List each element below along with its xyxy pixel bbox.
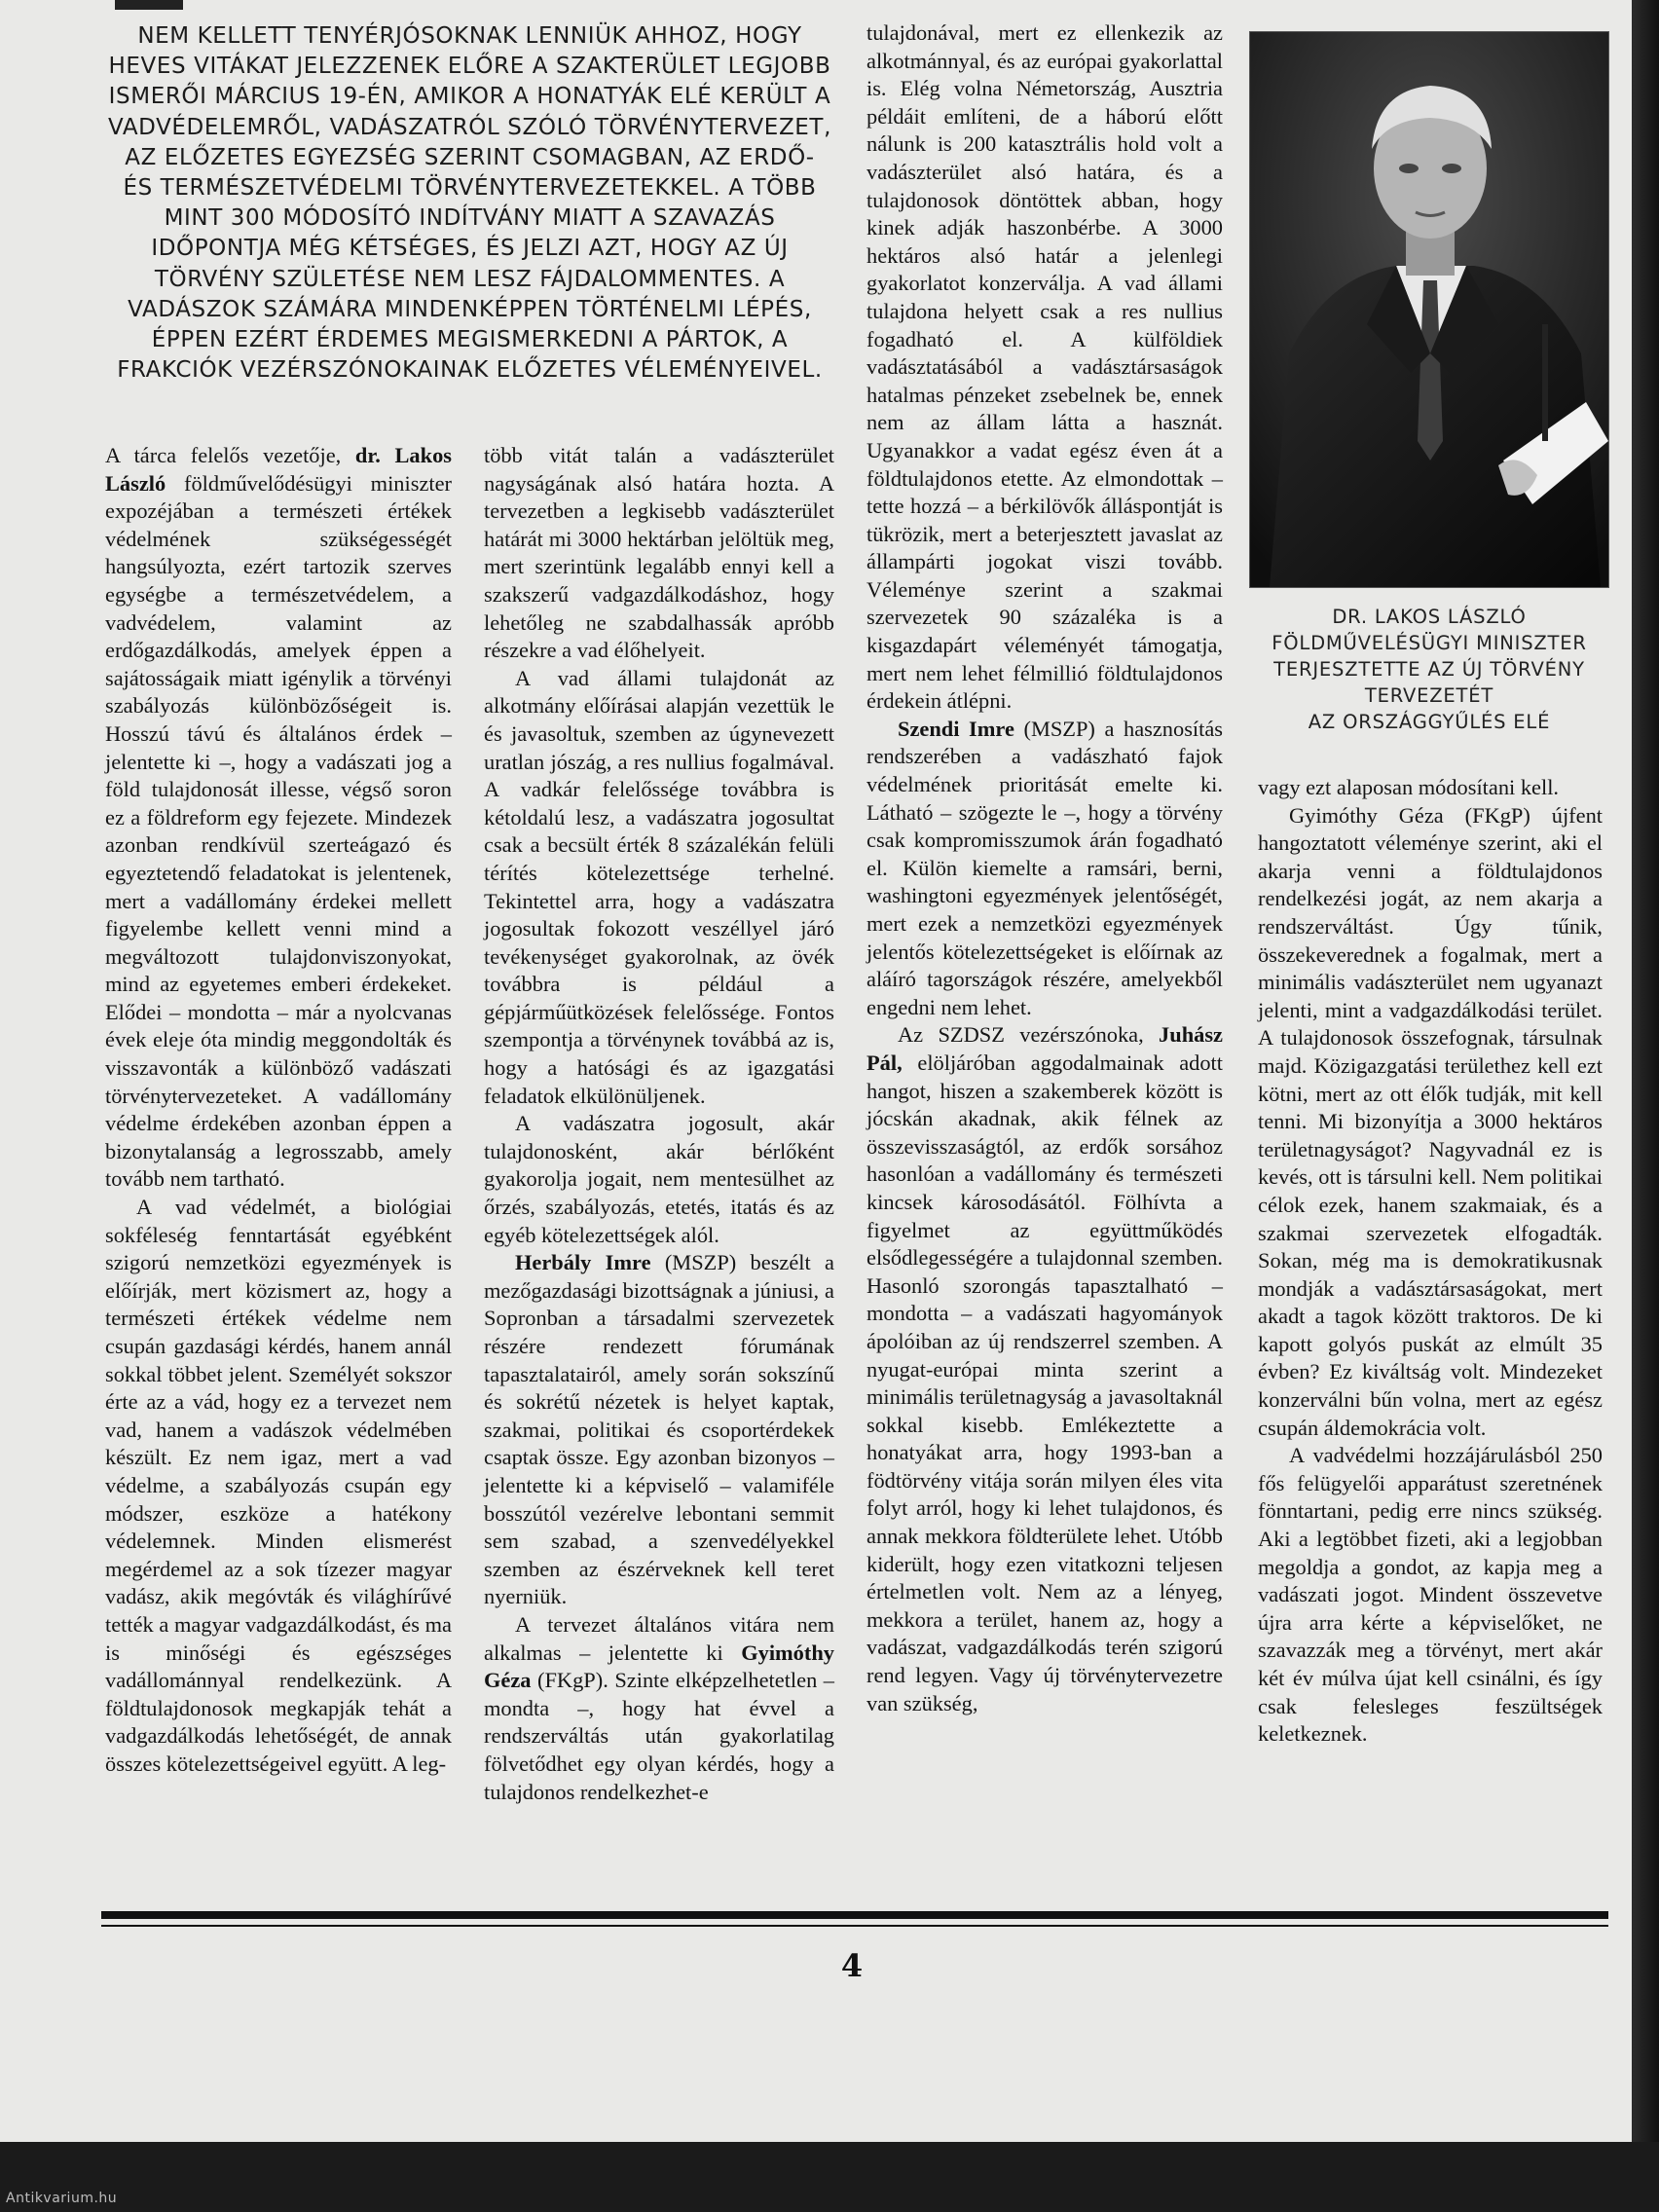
paragraph: A vadászatra jogosult, akár tulajdonosként, akár bérlőként gyakorolja jogait, nem mentesülhet az őrzés, szabályozás, etetés, itatás és az egyéb kötelezettségek alól. [484,1111,834,1247]
article-column-4 [1258,774,1603,1749]
paragraph: Gyimóthy Géza (FKgP) újfent hangoztatott véleménye szerint, aki el akarja venni a földtulajdonos rendelkezési jogát, az nem akarja a rendszerváltást. Úgy tűnik, összekeverednek a fogalmak, mert a minimális vadászterület nem ugyanazt jelenti, mint a vadgazdálkodási terület. A tulajdonosok összefognak, társulnak majd. Közigazgatási területhez kell ezt kötni, mert az ott élők tudják, mit kell tenni. Mi bizonyítja a 3000 hektáros területnagyságot? Nagyvadnál ez is kevés, ott is társulni kell. Nem politikai célok ezek, hanem szakmaiak, és a szakmai szervezetek elfogadták. Sokan, még ma is demokratikusnak mondják a vadásztársaságokat, mert akadt a tagok között traktoros. De ki kapott golyós puskát az elmúlt 35 évben? Ez kiváltság volt. Mindezeket konzerválni bűn volna, mert az egész csupán áldemokrácia volt. [1258,802,1603,1440]
article-column-2 [484,442,834,1806]
paragraph: tulajdonával, mert ez ellenkezik az alkotmánnyal, és az európai gyakorlattal is. Elég volna Németország, Ausztria példáit említeni, de a háború előtt nálunk is 200 katasztrális hold volt a vadászterület alsó határa, és a tulajdonosok döntöttek abban, hogy kinek adják haszonbérbe. A 3000 hektáros alsó határ a jelenlegi gyakorlatot konzerválja. A vad állami tulajdona helyett csak a res nullius fogadható el. A külföldiek vadásztatásából a vadásztársaságok hatalmas pénzeket zsebelnek be, ennek nem az állam látta a hasznát. Ugyanakkor a vadat egész éven át a földtulajdonos etette. Az elmondottak – tette hozzá – a bérkilövők álláspontját is tükrözik, mert a beterjesztett javaslat az állampárti jogokat viszi tovább. Véleménye szerint a szakmai szervezetek 90 százaléka is a kisgazdapárt véleményét támogatja, mert nem lehet félmillió földtulajdonos érdekein átlépni. [866,20,1223,714]
paragraph: A vadvédelmi hozzájárulásból 250 fős felügyelői apparátust szeretnének fönntartani, pedig erre nincs szükség. Aki a legtöbbet fizeti, aki a legjobban megoldja a gondot, az kapja meg a vadászati jogot. Mindent összevetve újra arra kérte a képviselőket, ne szavazzák meg a törvényt, mert akár két év múlva újat kell csinálni, és így csak felesleges feszültségek keletkeznek. [1258,1443,1603,1747]
caption-line: TERVEZETÉT [1364,684,1494,707]
text-run: földművelődésügyi miniszter expozéjában a természeti értékek védelmének szükségességét hangsúlyozta, ezért tartozik szerves egységbe a természetvédelem, a vadvédelem, valamint az erdőgazdálkodás, amelyek éppen a sajátosságaik miatt igénylik a törvényi szabályozás különbözőségeit is. Hosszú távú és általános érdek – jelentette ki –, hogy a vadászati jog a föld tulajdonosát illesse, végső soron ez a földreform egy fejezete. Mindezek azonban rendkívül szerteágazó és egyeztetendő feladatokat is jelentenek, mert a vadállomány érdekei mellett figyelembe kellett venni mind a megváltozott tulajdonviszonyokat, mind az egyetemes emberi érdekeket. Elődei – mondotta – már a nyolcvanas évek eleje óta mindig meggondolták és visszavonták a különböző vadászati törvénytervezeteket. A vadállomány védelme érdekében azonban éppen a bizonytalanság a legrosszabb, amely tovább nem tartható. [105,470,452,1192]
footer-rule-thin [101,1925,1608,1927]
speaker-portrait-illustration [1250,32,1608,587]
text-run: elöljáróban aggodalmainak adott hangot, hiszen a szakemberek között is jócskán akadnak, akik félnek az összevisszaságtól, az erdők sorsához hasonlóan a vadállomány és természeti kincsek károsodásától. Fölhívta a figyelmet az együttműködés elsődlegességére a tulajdonnal szemben. Hasonló szorongás tapasztalható – mondotta – a vadászati hagyományok ápolóiban az új rendszerrel szemben. A nyugat-európai minta szerint a minimális területnagyság a javasoltaknál sokkal kisebb. Emlékeztette a honatyákat arra, hogy 1993-ban a födtörvény vitája során milyen éles vita folyt arról, hogy ki lehet tulajdonos, és annak mekkora földterülete lehet. Utóbb kiderült, hogy ezen vitatkozni teljesen értelmetlen volt. Nem az a lényeg, mekkora a terület, hanem az, hogy a vadászat, vadgazdálkodás terén szigorú rend legyen. Vagy új törvénytervezetre van szükség, [866,1050,1223,1715]
caption-line: DR. LAKOS LÁSZLÓ [1332,606,1527,628]
text-run: (MSZP) a hasznosítás rendszerében a vadászható fajok védelmének prioritását emelte ki. Látható – szögezte le –, hogy a törvény csak kompromisszumok árán fogadható el. Külön kiemelte a ramsári, berni, washingtoni egyezmények jelentőségét, mert ezek a nemzetközi egyezmények jelentős kötelezettségeket is előírnak az aláíró tagországok részére, amelyekből engedni nem lehet. [866,716,1223,1019]
paragraph: A vad védelmét, a biológiai sokféleség fenntartását egyébként szigorú nemzetközi egyezmények is előírják, mert közismert az, hogy a természeti értékek védelme nem csupán gazdasági kérdés, hanem annál sokkal többet jelent. Személyét sokszor érte az a vád, hogy ez a tervezet nem vad, hanem a vadászok védelmében készült. Ez nem igaz, mert a vad védelme, a szabályozás csupán egy módszer, eszköze a hatékony védelemnek. Minden elismerést megérdemel az a sok tízezer magyar vadász, akik megóvták és világhírűvé tették a magyar vadgazdálkodást, és ma is minőségi és egészséges vadállománnyal rendelkezünk. A földtulajdonosok megkapják tehát a vadgazdálkodás lehetőségét, de annak összes kötelezettségeivel együtt. A leg- [105,1195,452,1776]
minister-photo [1249,31,1609,588]
article-column-1 [105,442,452,1779]
paragraph [866,716,1223,1022]
speaker-name: Juhász Pál, [866,1022,1223,1075]
caption-line: TERJESZTETTE AZ ÚJ TÖRVÉNY [1273,658,1585,681]
scan-background [0,2142,1659,2212]
speaker-name: Herbály Imre [515,1250,651,1275]
caption-line: AZ ORSZÁGGYŰLÉS ELÉ [1308,711,1551,733]
paragraph: több vitát talán a vadászterület nagyságának alsó határa hozta. A tervezetben a legkisebb vadászterület határát mi 3000 hektárban jelöltük meg, mert szerintünk legalább ennyi kell a szakszerű vadgazdálkodáshoz, hogy lehetőleg ne szabdalhassák apróbb részekre a vad élőhelyeit. [484,443,834,663]
text-run: (FKgP). Szinte elképzelhetetlen – mondta –, hogy hat évvel a rendszerváltás után gyakorlatilag fölvetődhet egy olyan kérdés, hogy a tulajdonos rendelkezhet-e [484,1668,834,1804]
paragraph: A vad állami tulajdonát az alkotmány előírásai alapján vezettük le és javasoltuk, szemben az úgynevezett uratlan jószág, a res nullius fogalmával. A vadkár felelőssége továbbra is kétoldalú lesz, a vadászatra jogosultat csak a becsült érték 8 százalékán felüli térítés kötelezettsége terhelné. Tekintettel arra, hogy a vadászatra jogosultak fokozott veszéllyel járó tevékenységet gyakorolnak, az övék továbbra is például a gépjárműütközések felelőssége. Fontos szempontja a törvénynek továbbá az is, hogy a hatósági és az igazgatási feladatok elkülönüljenek. [484,665,834,1108]
text-run: A tervezet általános vitára nem alkalmas – jelentette ki [484,1611,834,1665]
paragraph [105,442,452,1194]
caption-line: FÖLDMŰVELÉSÜGYI MINISZTER [1272,632,1587,654]
top-header-mark [115,0,183,10]
paragraph [484,1249,834,1611]
watermark: Antikvarium.hu [6,2191,118,2206]
footer-rule-thick [101,1911,1608,1919]
book-cover-edge [1632,0,1659,2142]
photo-caption [1251,604,1607,735]
speaker-name: Szendi Imre [898,716,1014,741]
paragraph: vagy ezt alaposan módosítani kell. [1258,775,1560,799]
paragraph [484,1611,834,1806]
paragraph [866,1021,1223,1717]
text-run: (MSZP) beszélt a mezőgazdasági bizottságnak a júniusi, a Sopronban a társadalmi szervezetek részére rendezett fórumának tapasztalatairól, amely során sokszínű és sokrétű nézetek is helyet kaptak, szakmai, politikai és csoportérdekek csaptak össze. Egy azonban bizonyos – jelentette ki a képviselő – valamiféle bosszútól vezérelve lebontani semmit sem szabad, a szenvedélyekkel szemben az észérveknek kell teret nyerniük. [484,1250,834,1609]
text-run: Az SZDSZ vezérszónoka, [898,1022,1160,1048]
text-run: A tárca felelős vezetője, [105,443,355,467]
speaker-name: dr. Lakos László [105,443,452,496]
lead-paragraph: NEM KELLETT TENYÉRJÓSOKNAK LENNIÜK AHHOZ, HOGY HEVES VITÁKAT JELEZZENEK ELŐRE A SZAKTERÜLET LEGJOBB ISMERŐI MÁRCIUS 19-ÉN, AMIKOR A HONATYÁK ELÉ KERÜLT A VADVÉDELEMRŐL, VADÁSZATRÓL SZÓLÓ TÖRVÉNYTERVEZET, AZ ELŐZETES EGYEZSÉG SZERINT CSOMAGBAN, AZ ERDŐ- ÉS TERMÉSZETVÉDELMI TÖRVÉNYTERVEZETEKKEL. A TÖBB MINT 300 MÓDOSÍTÓ INDÍTVÁNY MIATT A SZAVAZÁS IDŐPONTJA MÉG KÉTSÉGES, ÉS JELZI AZT, HOGY AZ ÚJ TÖRVÉNY SZÜLETÉSE NEM LESZ FÁJDALOMMENTES. A VADÁSZOK SZÁMÁRA MINDENKÉPPEN TÖRTÉNELMI LÉPÉS, ÉPPEN EZÉRT ÉRDEMES MEGISMERKEDNI A PÁRTOK, A FRAKCIÓK VEZÉRSZÓNOKAINAK ELŐZETES VÉLEMÉNYEIVEL. [107,23,831,384]
speaker-name: Gyimóthy Géza [484,1640,834,1693]
article-column-3 [866,19,1223,1717]
page-number: 4 [840,1947,864,1984]
